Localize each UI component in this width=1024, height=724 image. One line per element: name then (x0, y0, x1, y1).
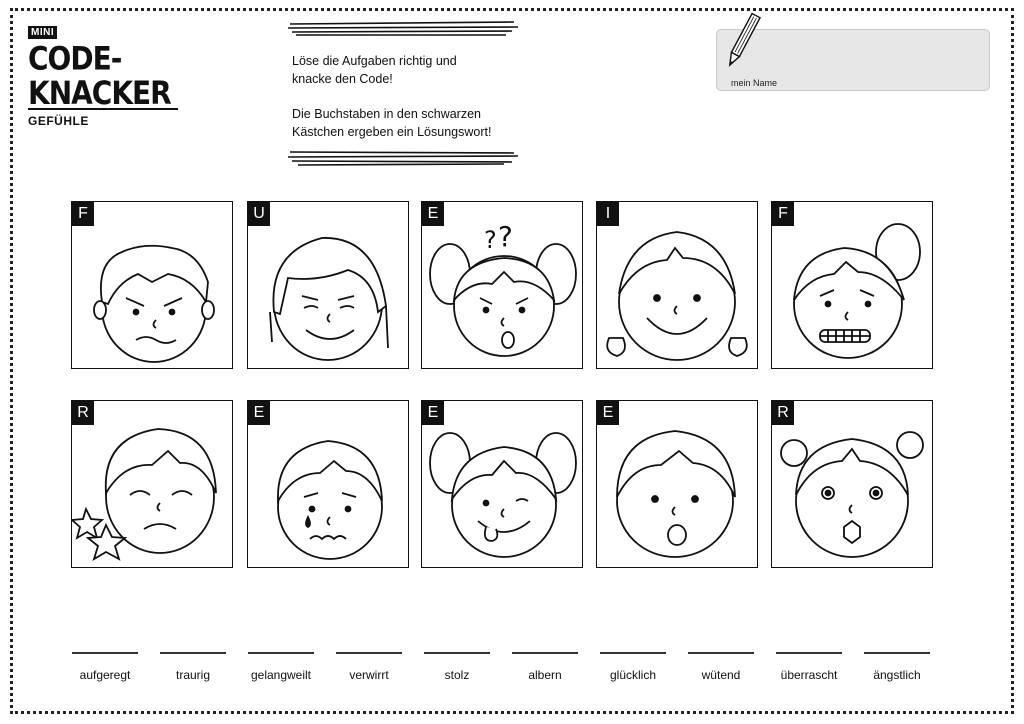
answer-line[interactable] (776, 652, 842, 654)
answer-slot[interactable] (71, 652, 139, 682)
answer-line[interactable] (248, 652, 314, 654)
emotion-card (71, 201, 233, 369)
brand-block (28, 22, 188, 128)
silly-girl-icon (422, 401, 582, 567)
angry-boy-icon (72, 202, 232, 368)
surprised-boy-icon (597, 401, 757, 567)
page-title: CODE-KNACKER (28, 39, 171, 113)
happy-girl-icon (597, 202, 757, 368)
svg-text:?: ? (484, 226, 497, 254)
svg-text:?: ? (498, 220, 513, 253)
answer-line[interactable] (600, 652, 666, 654)
answer-word: traurig (175, 667, 210, 682)
answer-word: gelangweilt (250, 667, 312, 682)
confused-girl-icon (422, 202, 582, 368)
answer-line[interactable] (160, 652, 226, 654)
bored-girl-icon (248, 202, 408, 368)
emotion-card (421, 201, 583, 369)
emotion-card (71, 400, 233, 568)
emotion-card (771, 201, 933, 369)
answer-slot[interactable] (335, 652, 403, 682)
answer-word: ängstlich (873, 667, 921, 682)
code-letter: F (772, 202, 794, 226)
instruction-line-2: knacke den Code! (292, 72, 393, 86)
answer-slot[interactable] (863, 652, 931, 682)
pencil-icon (722, 10, 762, 72)
emotion-card (247, 201, 409, 369)
answer-slot[interactable] (775, 652, 843, 682)
code-letter: I (597, 202, 619, 226)
answer-line[interactable] (336, 652, 402, 654)
answer-word: albern (528, 667, 562, 682)
answer-row (71, 652, 937, 692)
answer-line[interactable] (424, 652, 490, 654)
answer-line[interactable] (72, 652, 138, 654)
emotion-card (771, 400, 933, 568)
answer-word: aufgeregt (79, 667, 131, 682)
answer-word: überrascht (780, 667, 838, 682)
answer-slot[interactable] (423, 652, 491, 682)
code-letter: E (597, 401, 619, 425)
answer-slot[interactable] (599, 652, 667, 682)
code-letter: F (72, 202, 94, 226)
code-letter: E (422, 401, 444, 425)
page-subtitle: GEFÜHLE (28, 114, 89, 128)
answer-line[interactable] (688, 652, 754, 654)
answer-word: glücklich (609, 667, 657, 682)
code-letter: U (248, 202, 270, 226)
emotion-card (421, 400, 583, 568)
answer-word: stolz (444, 667, 470, 682)
mini-badge: MINI (28, 26, 57, 39)
code-letter: E (422, 202, 444, 226)
instruction-line-4: Kästchen ergeben ein Lösungswort! (292, 125, 492, 139)
anxious-girl-icon (772, 202, 932, 368)
answer-slot[interactable] (159, 652, 227, 682)
answer-line[interactable] (512, 652, 578, 654)
code-letter: E (248, 401, 270, 425)
emotion-card (596, 201, 758, 369)
code-letter: R (772, 401, 794, 425)
shocked-girl-icon (772, 401, 932, 567)
name-label: mein Name (731, 78, 778, 88)
instruction-line-1: Löse die Aufgaben richtig und (292, 54, 457, 68)
bottom-scribble-icon (286, 148, 521, 170)
crying-boy-icon (248, 401, 408, 567)
hurt-boy-icon (72, 401, 232, 567)
answer-slot[interactable] (511, 652, 579, 682)
top-scribble-icon (286, 18, 521, 40)
code-letter: R (72, 401, 94, 425)
answer-word: verwirrt (349, 667, 389, 682)
answer-line[interactable] (864, 652, 930, 654)
emotion-card (596, 400, 758, 568)
answer-slot[interactable] (247, 652, 315, 682)
emotion-card (247, 400, 409, 568)
answer-slot[interactable] (687, 652, 755, 682)
answer-word: wütend (701, 667, 741, 682)
instruction-line-3: Die Buchstaben in den schwarzen (292, 107, 482, 121)
